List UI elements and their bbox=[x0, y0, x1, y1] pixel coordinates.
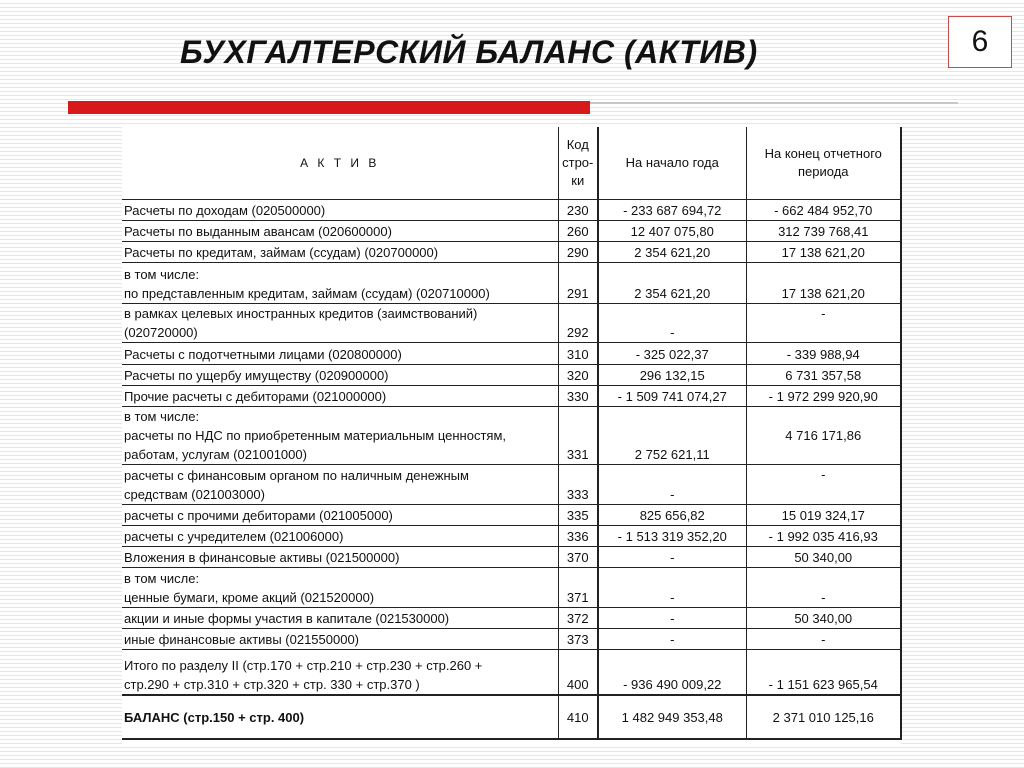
table-row bbox=[122, 464, 901, 504]
header-code: Код стро- ки bbox=[558, 127, 598, 199]
page-number: 6 bbox=[948, 16, 1012, 68]
header-start: На начало года bbox=[598, 127, 746, 199]
title-underline-gray bbox=[590, 102, 958, 104]
header-end: На конец отчетного периода bbox=[746, 127, 901, 199]
row-code: 292 bbox=[558, 303, 598, 342]
row-code: 291 bbox=[558, 262, 598, 303]
table-row bbox=[122, 525, 901, 546]
table-row bbox=[122, 607, 901, 628]
row-end: 2 371 010 125,16 bbox=[746, 695, 901, 739]
table-row bbox=[122, 241, 901, 262]
row-start: - bbox=[598, 607, 746, 628]
row-end: - bbox=[746, 303, 901, 342]
table-row bbox=[122, 504, 901, 525]
table-row bbox=[122, 364, 901, 385]
row-name: в том числе: расчеты по НДС по приобретенным материальным ценностям, работам, услугам (021001000) bbox=[122, 406, 558, 464]
row-name: Прочие расчеты с дебиторами (021000000) bbox=[122, 385, 558, 406]
row-code: 410 bbox=[558, 695, 598, 739]
row-start: 12 407 075,80 bbox=[598, 220, 746, 241]
row-end: - 1 972 299 920,90 bbox=[746, 385, 901, 406]
row-code: 310 bbox=[558, 342, 598, 364]
row-name: Расчеты по доходам (020500000) bbox=[122, 199, 558, 220]
row-start: - bbox=[598, 303, 746, 342]
row-code: 372 bbox=[558, 607, 598, 628]
row-start: - bbox=[598, 567, 746, 607]
row-end: - 1 992 035 416,93 bbox=[746, 525, 901, 546]
row-code: 400 bbox=[558, 649, 598, 695]
table-row bbox=[122, 567, 901, 607]
row-code: 230 bbox=[558, 199, 598, 220]
row-name: Вложения в финансовые активы (021500000) bbox=[122, 546, 558, 567]
table-row bbox=[122, 220, 901, 241]
header-aktiv: А К Т И В bbox=[122, 127, 558, 199]
balance-table bbox=[122, 127, 902, 740]
table-row bbox=[122, 385, 901, 406]
row-end: 50 340,00 bbox=[746, 546, 901, 567]
row-name: в том числе: ценные бумаги, кроме акций (021520000) bbox=[122, 567, 558, 607]
row-end: - 339 988,94 bbox=[746, 342, 901, 364]
row-name: расчеты с прочими дебиторами (021005000) bbox=[122, 504, 558, 525]
slide-title: БУХГАЛТЕРСКИЙ БАЛАНС (АКТИВ) bbox=[180, 34, 758, 70]
row-start: - bbox=[598, 546, 746, 567]
row-name: Расчеты по кредитам, займам (ссудам) (020700000) bbox=[122, 241, 558, 262]
row-code: 320 bbox=[558, 364, 598, 385]
row-name: Итого по разделу II (стр.170 + стр.210 + стр.230 + стр.260 + стр.290 + стр.310 + стр.320 + стр. 330 + стр.370 ) bbox=[122, 649, 558, 695]
row-start: 1 482 949 353,48 bbox=[598, 695, 746, 739]
row-start: 2 752 621,11 bbox=[598, 406, 746, 464]
row-end: 17 138 621,20 bbox=[746, 262, 901, 303]
row-end: 15 019 324,17 bbox=[746, 504, 901, 525]
table-row-subtotal bbox=[122, 649, 901, 695]
table-row bbox=[122, 406, 901, 464]
row-start: - 325 022,37 bbox=[598, 342, 746, 364]
row-name: Расчеты с подотчетными лицами (020800000) bbox=[122, 342, 558, 364]
table-row bbox=[122, 342, 901, 364]
row-name: расчеты с учредителем (021006000) bbox=[122, 525, 558, 546]
row-code: 260 bbox=[558, 220, 598, 241]
table-row bbox=[122, 303, 901, 342]
row-name: расчеты с финансовым органом по наличным денежным средствам (021003000) bbox=[122, 464, 558, 504]
title-underline-red bbox=[68, 101, 590, 114]
row-start: - 1 513 319 352,20 bbox=[598, 525, 746, 546]
row-code: 335 bbox=[558, 504, 598, 525]
row-end: 50 340,00 bbox=[746, 607, 901, 628]
row-name: в том числе: по представленным кредитам, займам (ссудам) (020710000) bbox=[122, 262, 558, 303]
table-header-row bbox=[122, 127, 901, 199]
table-row bbox=[122, 262, 901, 303]
row-start: 825 656,82 bbox=[598, 504, 746, 525]
table-row bbox=[122, 199, 901, 220]
table-row bbox=[122, 546, 901, 567]
row-name: в рамках целевых иностранных кредитов (заимствований) (020720000) bbox=[122, 303, 558, 342]
row-end: - 1 151 623 965,54 bbox=[746, 649, 901, 695]
row-name: Расчеты по выданным авансам (020600000) bbox=[122, 220, 558, 241]
row-code: 371 bbox=[558, 567, 598, 607]
row-code: 331 bbox=[558, 406, 598, 464]
row-end: 17 138 621,20 bbox=[746, 241, 901, 262]
row-name: акции и иные формы участия в капитале (021530000) bbox=[122, 607, 558, 628]
table-row bbox=[122, 628, 901, 649]
row-code: 330 bbox=[558, 385, 598, 406]
row-start: - bbox=[598, 628, 746, 649]
row-start: 296 132,15 bbox=[598, 364, 746, 385]
row-code: 290 bbox=[558, 241, 598, 262]
row-name: иные финансовые активы (021550000) bbox=[122, 628, 558, 649]
row-start: - 233 687 694,72 bbox=[598, 199, 746, 220]
row-code: 333 bbox=[558, 464, 598, 504]
row-start: 2 354 621,20 bbox=[598, 241, 746, 262]
row-end: 4 716 171,86 bbox=[746, 406, 901, 464]
row-code: 373 bbox=[558, 628, 598, 649]
row-end: 312 739 768,41 bbox=[746, 220, 901, 241]
row-name: БАЛАНС (стр.150 + стр. 400) bbox=[122, 695, 558, 739]
row-code: 336 bbox=[558, 525, 598, 546]
row-code: 370 bbox=[558, 546, 598, 567]
row-end: - 662 484 952,70 bbox=[746, 199, 901, 220]
row-end: - bbox=[746, 464, 901, 504]
table-row-balance bbox=[122, 695, 901, 739]
row-start: - 1 509 741 074,27 bbox=[598, 385, 746, 406]
row-start: 2 354 621,20 bbox=[598, 262, 746, 303]
row-start: - bbox=[598, 464, 746, 504]
row-start: - 936 490 009,22 bbox=[598, 649, 746, 695]
row-name: Расчеты по ущербу имуществу (020900000) bbox=[122, 364, 558, 385]
row-end: - bbox=[746, 628, 901, 649]
row-end: 6 731 357,58 bbox=[746, 364, 901, 385]
row-end: - bbox=[746, 567, 901, 607]
